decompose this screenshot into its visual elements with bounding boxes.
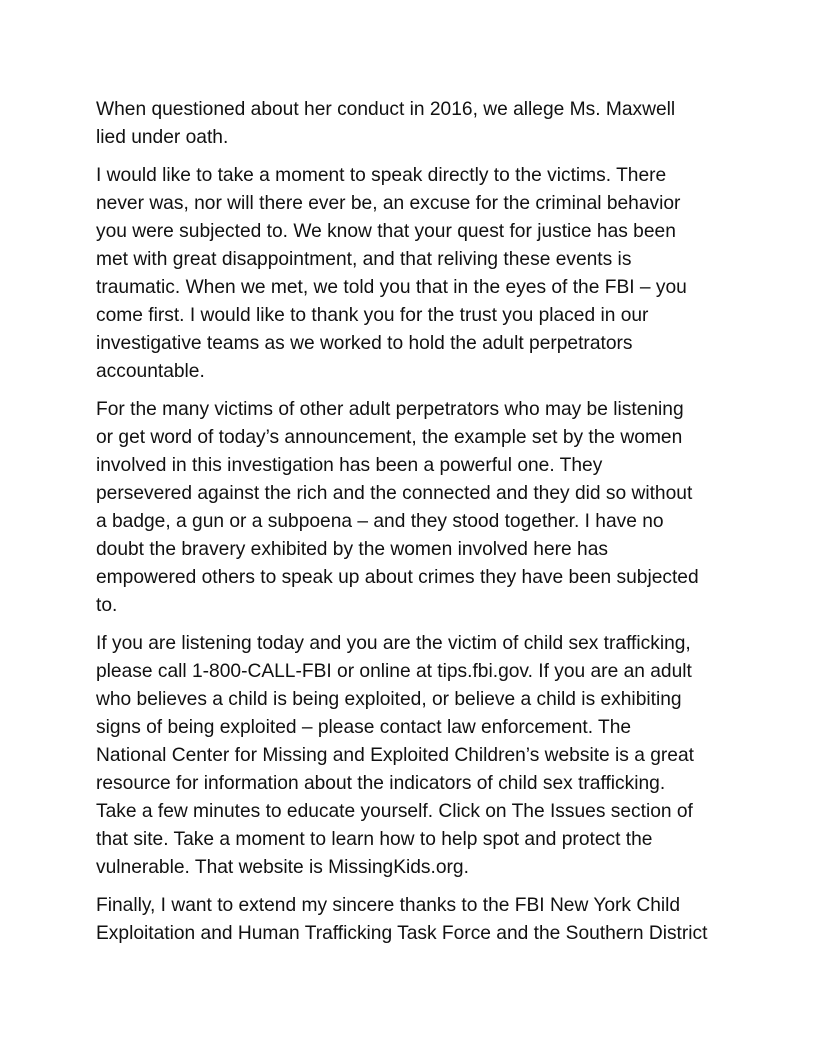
paragraph-1 bbox=[96, 96, 726, 152]
paragraph-line: National Center for Missing and Exploited Children’s website is a great bbox=[96, 745, 694, 766]
paragraph-line: accountable. bbox=[96, 361, 205, 382]
paragraph-line: persevered against the rich and the connected and they did so without bbox=[96, 483, 693, 504]
paragraph-line: involved in this investigation has been a powerful one. They bbox=[96, 455, 603, 476]
paragraph-line: For the many victims of other adult perpetrators who may be listening bbox=[96, 399, 684, 420]
paragraph-line: never was, nor will there ever be, an excuse for the criminal behavior bbox=[96, 193, 681, 214]
paragraph-5 bbox=[96, 892, 726, 948]
paragraph-line: lied under oath. bbox=[96, 127, 229, 148]
paragraph-line: resource for information about the indicators of child sex trafficking. bbox=[96, 773, 666, 794]
paragraph-line: vulnerable. That website is MissingKids.org. bbox=[96, 857, 469, 878]
paragraph-line: come first. I would like to thank you for the trust you placed in our bbox=[96, 305, 649, 326]
paragraph-4 bbox=[96, 630, 726, 882]
paragraph-line: or get word of today’s announcement, the example set by the women bbox=[96, 427, 683, 448]
paragraph-line: to. bbox=[96, 595, 118, 616]
paragraph-line: If you are listening today and you are the victim of child sex trafficking, bbox=[96, 633, 691, 654]
paragraph-line: When questioned about her conduct in 2016, we allege Ms. Maxwell bbox=[96, 99, 676, 120]
paragraph-line: traumatic. When we met, we told you that in the eyes of the FBI – you bbox=[96, 277, 687, 298]
paragraph-line: that site. Take a moment to learn how to help spot and protect the bbox=[96, 829, 653, 850]
paragraph-line: you were subjected to. We know that your quest for justice has been bbox=[96, 221, 676, 242]
paragraph-2 bbox=[96, 162, 726, 386]
paragraph-line: Finally, I want to extend my sincere thanks to the FBI New York Child bbox=[96, 895, 681, 916]
paragraph-line: please call 1-800-CALL-FBI or online at tips.fbi.gov. If you are an adult bbox=[96, 661, 692, 682]
paragraph-line: Take a few minutes to educate yourself. Click on The Issues section of bbox=[96, 801, 693, 822]
paragraph-line: I would like to take a moment to speak directly to the victims. There bbox=[96, 165, 667, 186]
paragraph-line: empowered others to speak up about crimes they have been subjected bbox=[96, 567, 699, 588]
document-body bbox=[96, 96, 726, 958]
paragraph-line: met with great disappointment, and that reliving these events is bbox=[96, 249, 632, 270]
paragraph-line: investigative teams as we worked to hold the adult perpetrators bbox=[96, 333, 633, 354]
paragraph-line: who believes a child is being exploited, or believe a child is exhibiting bbox=[96, 689, 682, 710]
paragraph-line: a badge, a gun or a subpoena – and they stood together. I have no bbox=[96, 511, 664, 532]
paragraph-3 bbox=[96, 396, 726, 620]
paragraph-line: signs of being exploited – please contact law enforcement. The bbox=[96, 717, 632, 738]
paragraph-line: Exploitation and Human Trafficking Task Force and the Southern District bbox=[96, 923, 708, 944]
paragraph-line: doubt the bravery exhibited by the women involved here has bbox=[96, 539, 608, 560]
